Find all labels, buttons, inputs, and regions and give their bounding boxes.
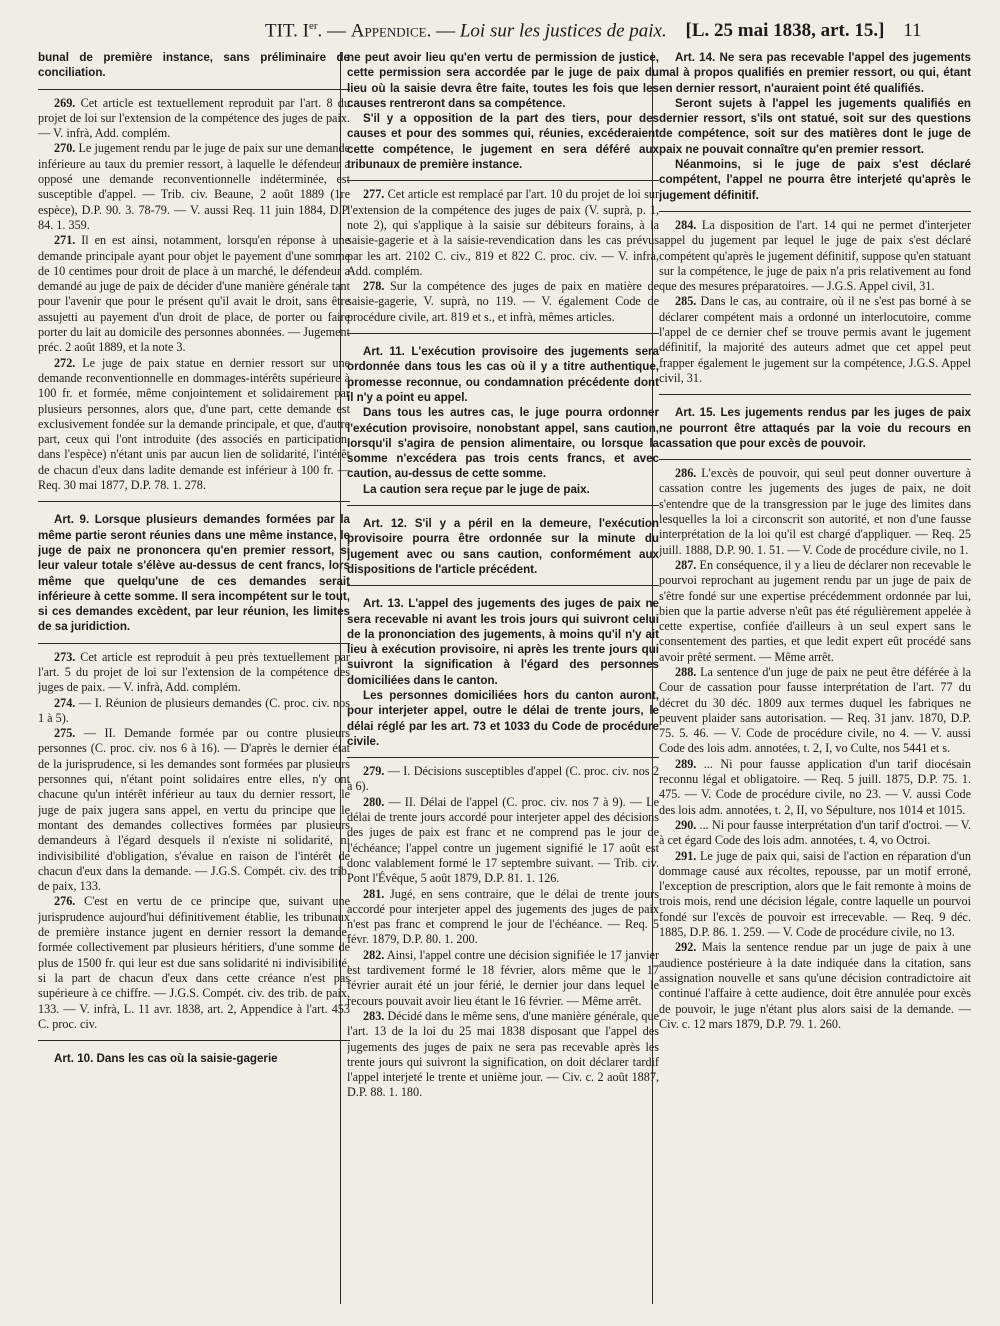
- article-12: Art. 12. S'il y a péril en la demeure, l'exécution provisoire pourra être ordonnée sur la minute du jugement avec ou sans caution, conformément aux dispositions de l'article précédent.: [347, 517, 659, 576]
- note-number: 289.: [675, 756, 697, 771]
- note-277: [347, 187, 659, 279]
- article-14: Art. 14. Ne sera pas recevable l'appel des jugements mal à propos qualifiés en premier ressort, ou qui, étant en dernier ressort, n'auraient point été qualifiés.: [659, 51, 971, 95]
- divider: [347, 757, 659, 758]
- note-number: 272.: [54, 355, 76, 370]
- article-continuation: bunal de première instance, sans préliminaire de conciliation.: [38, 51, 350, 80]
- note-number: 292.: [675, 940, 697, 955]
- note-280: [347, 795, 659, 887]
- divider: [659, 394, 971, 395]
- note-273: [38, 650, 350, 696]
- note-285: [659, 294, 971, 386]
- article-14-paragraph: Seront sujets à l'appel les jugements qualifiés en dernier ressort, s'ils ont statué, soit sur des questions de compétence, soit sur des matières dont le juge de paix ne pouvait connaître qu'en premier ressort.: [659, 96, 971, 156]
- note-270: [38, 141, 350, 233]
- article-11: Art. 11. L'exécution provisoire des jugements sera ordonnée dans tous les cas où il y a titre authentique, promesse reconnue, ou condamnation précédente dont il n'y a point eu appel.: [347, 345, 659, 404]
- divider: [347, 333, 659, 334]
- header-law-title: Loi sur les justices de paix.: [459, 20, 667, 42]
- note-279: [347, 764, 659, 795]
- note-number: 275.: [54, 726, 76, 741]
- article-9: Art. 9. Lorsque plusieurs demandes formées par la même partie seront réunies dans une même instance, le juge de paix ne prononcera qu'en premier ressort, si leur valeur totale s'élève au-dessus de cent francs, lors même que quelqu'une de ces demandes serait inférieure à cette somme. Il sera incompétent sur le tout, si ces demandes excèdent, par leur réunion, les limites de sa juridiction.: [38, 513, 350, 634]
- article-15: Art. 15. Les jugements rendus par les juges de paix ne pourront être attaqués par la voie du recours en cassation que pour excès de pouvoir.: [659, 406, 971, 450]
- divider: [38, 501, 350, 502]
- note-text: Ainsi, l'appel contre une décision signifiée le 17 janvier est tardivement formé le 18 février, alors même que le 17 février aurait été un jour férié, le dernier jour dans lequel le recours pouvait avoir lieu étant le 16 février. — Même arrêt.: [347, 947, 659, 1008]
- note-number: 270.: [54, 141, 76, 156]
- note-text: Jugé, en sens contraire, que le délai de trente jours accordé pour interjeter appel des jugements des juges de paix n'est pas franc et comprend le jour de l'échéance. — Req. 5 févr. 1879, D.P. 80. 1. 200.: [347, 886, 659, 947]
- header-title: TIT. I: [265, 20, 309, 42]
- column-left: [38, 50, 350, 1318]
- note-text: En conséquence, il y a lieu de déclarer non recevable le pourvoi reprochant au jugement rendu par un juge de paix de s'être fondé sur une expertise précédemment ordonnée par lui, bien que la partie adverse n'eût pas été régulièrement appelée à cette expertise, confiée d'ailleurs à un seul expert sans le consentement des parties, et que ledit expert eût procédé sans avoir prêté serment. — Même arrêt.: [659, 557, 971, 664]
- note-text: L'excès de pouvoir, qui seul peut donner ouverture à cassation contre les jugements des juges de paix, ne doit s'entendre que de la transgression par le juge des limites dans lesquelles la loi a circonscrit son autorité, et non d'une fausse interprétation de la loi qu'il est chargé d'appliquer. — Req. 25 juill. 1888, D.P. 90. 1. 51. — V. Code de procédure civile, no 1.: [659, 466, 971, 557]
- note-number: 269.: [54, 95, 76, 110]
- note-text: — I. Décisions susceptibles d'appel (C. proc. civ. nos 2 à 6).: [347, 764, 659, 794]
- note-number: 276.: [54, 894, 76, 909]
- note-number: 278.: [363, 279, 385, 294]
- divider: [38, 89, 350, 90]
- header-title-sup: er: [308, 20, 318, 32]
- note-text: Dans le cas, au contraire, où il ne s'est pas borné à se déclarer compétent mais a ordonné un interlocutoire, comme l'appel de ce dernier chef se trouve permis avant le jugement définitif, la majorité des auteurs admet que cet appel peut frapper également le jugement sur la compétence, J.G.S. Appel civil, 31.: [659, 294, 971, 385]
- header-sep: . —: [317, 20, 347, 42]
- divider: [659, 459, 971, 460]
- note-number: 291.: [675, 848, 697, 863]
- note-text: Cet article est remplacé par l'art. 10 du projet de loi sur l'extension de la compétence des juges de paix (V. suprà, p. 1, note 2), qui s'applique à la saisie sur débiteurs forains, à la saisie-gagerie et à la saisie-revendication dans les cas prévus par les art. 2102 C. civ., 819 et 822 C. proc. civ. — V. infrà, Add. complém.: [347, 187, 659, 278]
- note-text: La disposition de l'art. 14 qui ne permet d'interjeter appel du jugement par lequel le juge de paix s'est déclaré compétent qu'après le jugement définitif, suppose qu'en statuant sur la compétence, le juge de paix n'a pris relativement au fond que des mesures préparatoires. — J.G.S. Appel civil, 31.: [659, 217, 971, 294]
- note-274: [38, 696, 350, 727]
- note-text: — II. Délai de l'appel (C. proc. civ. nos 7 à 9). — Le délai de trente jours accordé pour interjeter appel des décisions des juges de paix est franc et ne comprend pas le jour de l'échéance; l'appel contre un jugement signifié le 17 août est donc valablement formé le 17 septembre suivant. — Trib. civ. Pont l'Évêque, 5 août 1879, D.P. 81. 1. 126.: [347, 794, 659, 886]
- divider: [38, 1040, 350, 1041]
- article-11-paragraph: Dans tous les autres cas, le juge pourra ordonner l'exécution provisoire, nonobstant appel, sans caution, lorsqu'il s'agira de pension alimentaire, ou lorsque la somme n'excédera pas trois cents francs, et avec caution, au-dessus de cette somme.: [347, 406, 659, 481]
- note-290: [659, 818, 971, 849]
- article-13-paragraph: Les personnes domiciliées hors du canton auront, pour interjeter appel, outre le délai de trente jours, le délai réglé par les art. 73 et 1033 du Code de procédure civile.: [347, 688, 659, 748]
- note-291: [659, 849, 971, 941]
- note-text: — I. Réunion de plusieurs demandes (C. proc. civ. nos 1 à 5).: [38, 695, 350, 725]
- note-282: [347, 948, 659, 1009]
- page-number: 11: [903, 20, 922, 42]
- note-number: 287.: [675, 557, 697, 572]
- note-272: [38, 356, 350, 494]
- note-287: [659, 558, 971, 665]
- page-header: [265, 20, 965, 48]
- note-text: Décidé dans le même sens, d'une manière générale, que l'art. 13 de la loi du 25 mai 1838 disposant que l'appel des jugements des juges de paix ne sera pas recevable après les trente jours qui suivront la signification, on doit déclarer tardif l'appel interjeté le trente et unième jour. — Civ. c. 2 août 1887, D.P. 88. 1. 180.: [347, 1008, 659, 1100]
- note-number: 280.: [363, 794, 385, 809]
- note-number: 281.: [363, 886, 385, 901]
- note-284: [659, 218, 971, 294]
- note-276: [38, 894, 350, 1032]
- article-11-paragraph: La caution sera reçue par le juge de paix.: [363, 482, 590, 496]
- note-number: 282.: [363, 947, 385, 962]
- note-number: 271.: [54, 233, 76, 248]
- note-text: Mais la sentence rendue par un juge de paix à une audience postérieure à la date indiquée dans la citation, sans assignation nouvelle et sans qu'une décision contradictoire ait continué l'affaire à cette audience, doit être annulée pour excès de pouvoir, le juge n'étant plus alors saisi de la demande. — Civ. c. 12 mars 1879, D.P. 79. 1. 260.: [659, 940, 971, 1031]
- column-right: [659, 50, 971, 1318]
- divider: [347, 180, 659, 181]
- note-text: Le jugement rendu par le juge de paix sur une demande inférieure au taux du premier ressort, à laquelle le défendeur a opposé une demande reconventionnelle indéterminée, est susceptible d'appel. — Trib. civ. Beaune, 2 août 1889 (1re espèce), D.P. 90. 3. 78-79. — V. aussi Req. 11 juin 1884, D.P. 84. 1. 359.: [38, 141, 350, 232]
- note-number: 273.: [54, 649, 76, 664]
- note-text: Sur la compétence des juges de paix en matière de saisie-gagerie, V. suprà, no 119. — V. également Code de procédure civile, art. 819 et s., et infrà, mêmes articles.: [347, 279, 659, 324]
- note-text: C'est en vertu de ce principe que, suivant une jurisprudence aujourd'hui définitivement établie, les tribunaux de première instance jugent en dernier ressort la demande, formée collectivement par plusieurs héritiers, d'une somme de plus de 1500 fr. qui leur est due sans solidarité ni indivisibilité, si la part de chacun d'eux dans cette créance n'est pas supérieure à ce chiffre. — J.G.S. Compét. civ. des trib. de paix, 133. — V. infrà, L. 11 avr. 1838, art. 2, Appendice à l'art. 453 C. proc. civ.: [38, 894, 350, 1031]
- note-text: Le juge de paix statue en dernier ressort sur une demande reconventionnelle en dommages-intérêts supérieure à 100 fr. et formée, même conjointement et solidairement par plusieurs personnes, alors que, d'une part, cette demande est exclusivement fondée sur la demande principale, et que, d'autre part, ceux qui l'ont introduite (des associés en participation, dans l'espèce) n'étant unis par aucun lien de solidarité, l'intérêt de chacun d'eux dans ladite demande est inférieur à 100 fr. — Req. 30 mai 1877, D.P. 78. 1. 278.: [38, 355, 350, 493]
- header-appendice: Appendice: [350, 20, 427, 42]
- note-269: [38, 96, 350, 142]
- note-text: Cet article est textuellement reproduit par l'art. 8 du projet de loi sur l'extension de la compétence des juges de paix. — V. infrà, Add. complém.: [38, 95, 350, 141]
- note-278: [347, 279, 659, 325]
- header-sep: . —: [426, 20, 456, 42]
- article-10: Art. 10. Dans les cas où la saisie-gagerie: [54, 1052, 278, 1066]
- divider: [347, 505, 659, 506]
- note-number: 283.: [363, 1008, 385, 1023]
- note-number: 277.: [363, 187, 385, 202]
- note-number: 286.: [675, 466, 697, 481]
- note-text: Cet article est reproduit à peu près textuellement par l'art. 5 du projet de loi sur l'extension de la compétence des juges de paix. — V. infrà, Add. complém.: [38, 649, 350, 695]
- note-number: 285.: [675, 294, 697, 309]
- article-10-paragraph: S'il y a opposition de la part des tiers, pour des causes et pour des sommes qui, réunies, excéderaient cette compétence, le jugement en sera déféré aux tribunaux de première instance.: [347, 112, 659, 172]
- note-text: La sentence d'un juge de paix ne peut être déférée à la Cour de cassation pour fausse interprétation de l'art. 77 du décret du 30 déc. 1809 aux termes duquel les fabriques ne peuvent plaider sans autorisation. — Req. 31 janv. 1870, D.P. 75. 5. 46. — V. Code de procédure civile, no 4. — V. aussi Code des lois adm. annotées, t. 2, I, vo Culte, nos 5441 et s.: [659, 664, 971, 756]
- note-text: Il en est ainsi, notamment, lorsqu'en réponse à une demande principale ayant pour objet le payement d'une somme de 10 centimes pour droit de place à un marché, le défendeur a demandé au juge de paix de décider d'une manière générale tant pour l'avenir que pour le présent qu'il avait le droit, sans être assujetti au payement d'un droit de place, de porter ou faire porter du lait au domicile des personnes abonnées. — Jugement préc. 2 août 1889, et la note 3.: [38, 233, 350, 355]
- divider: [38, 643, 350, 644]
- article-10-continuation: ne peut avoir lieu qu'en vertu de permission de justice, cette permission sera accordée par le juge de paix du lieu où la saisie devra être faite, toutes les fois que les causes rentreront dans sa compétence.: [347, 51, 659, 110]
- divider: [347, 585, 659, 586]
- column-middle: [347, 50, 659, 1318]
- note-number: 279.: [363, 764, 385, 779]
- note-288: [659, 665, 971, 757]
- note-text: — II. Demande formée par ou contre plusieurs personnes (C. proc. civ. nos 6 à 16). — D'après le dernier état de la jurisprudence, si les demandes sont formées par plusieurs personnes qui, n'étant point solidaires entre elles, n'y ont chacune qu'un intérêt inférieur au taux du dernier ressort, le juge de paix jugera sans appel, en vertu du principe que le montant des demandes collectives formées par plusieurs demandeurs à l'égard desquels il n'existe ni solidarité, ni indivisibilité d'obligation, s'évalue en raison de l'intérêt de chacun d'eux dans la demande. — J.G.S. Compét. civ. des trib. de paix, 133.: [38, 726, 350, 894]
- note-271: [38, 233, 350, 355]
- note-286: [659, 466, 971, 558]
- article-13: Art. 13. L'appel des jugements des juges de paix ne sera recevable ni avant les trois jours qui suivront celui de la prononciation des jugements, à moins qu'il n'y ait lieu à exécution provisoire, ni après les trente jours qui suivront la signification à l'égard des personnes domiciliées dans le canton.: [347, 597, 659, 687]
- note-number: 290.: [675, 817, 697, 832]
- note-text: ... Ni pour fausse interprétation d'un tarif d'octroi. — V. à cet égard Code des lois adm. annotées, t. 4, vo Octroi.: [659, 817, 971, 848]
- note-text: Le juge de paix qui, saisi de l'action en réparation d'un dommage causé aux récoltes, repousse, par un motif erroné, l'exception de prescription, alors que le fait remonte à moins de trois mois, rend une décision légale, contre laquelle un pourvoi fondé sur l'excès de pouvoir est irrecevable. — Req. 9 déc. 1885, D.P. 86. 1. 259. — V. Code de procédure civile, no 13.: [659, 848, 971, 940]
- header-law-reference: [L. 25 mai 1838, art. 15.]: [685, 20, 885, 42]
- note-292: [659, 940, 971, 1032]
- note-289: [659, 757, 971, 818]
- note-number: 284.: [675, 217, 697, 232]
- note-283: [347, 1009, 659, 1101]
- divider: [659, 211, 971, 212]
- article-14-paragraph: Néanmoins, si le juge de paix s'est déclaré compétent, l'appel ne pourra être interjeté qu'après le jugement définitif.: [659, 158, 971, 202]
- note-275: [38, 726, 350, 894]
- note-281: [347, 887, 659, 948]
- note-text: ... Ni pour fausse application d'un tarif diocésain reconnu légal et obligatoire. — Req. 5 juill. 1875, D.P. 75. 1. 475. — V. Code de procédure civile, no 23. — V. aussi Code des lois adm. annotées, t. 2, II, vo Sépulture, nos 1014 et 1015.: [659, 756, 971, 817]
- note-number: 274.: [54, 695, 76, 710]
- note-number: 288.: [675, 664, 697, 679]
